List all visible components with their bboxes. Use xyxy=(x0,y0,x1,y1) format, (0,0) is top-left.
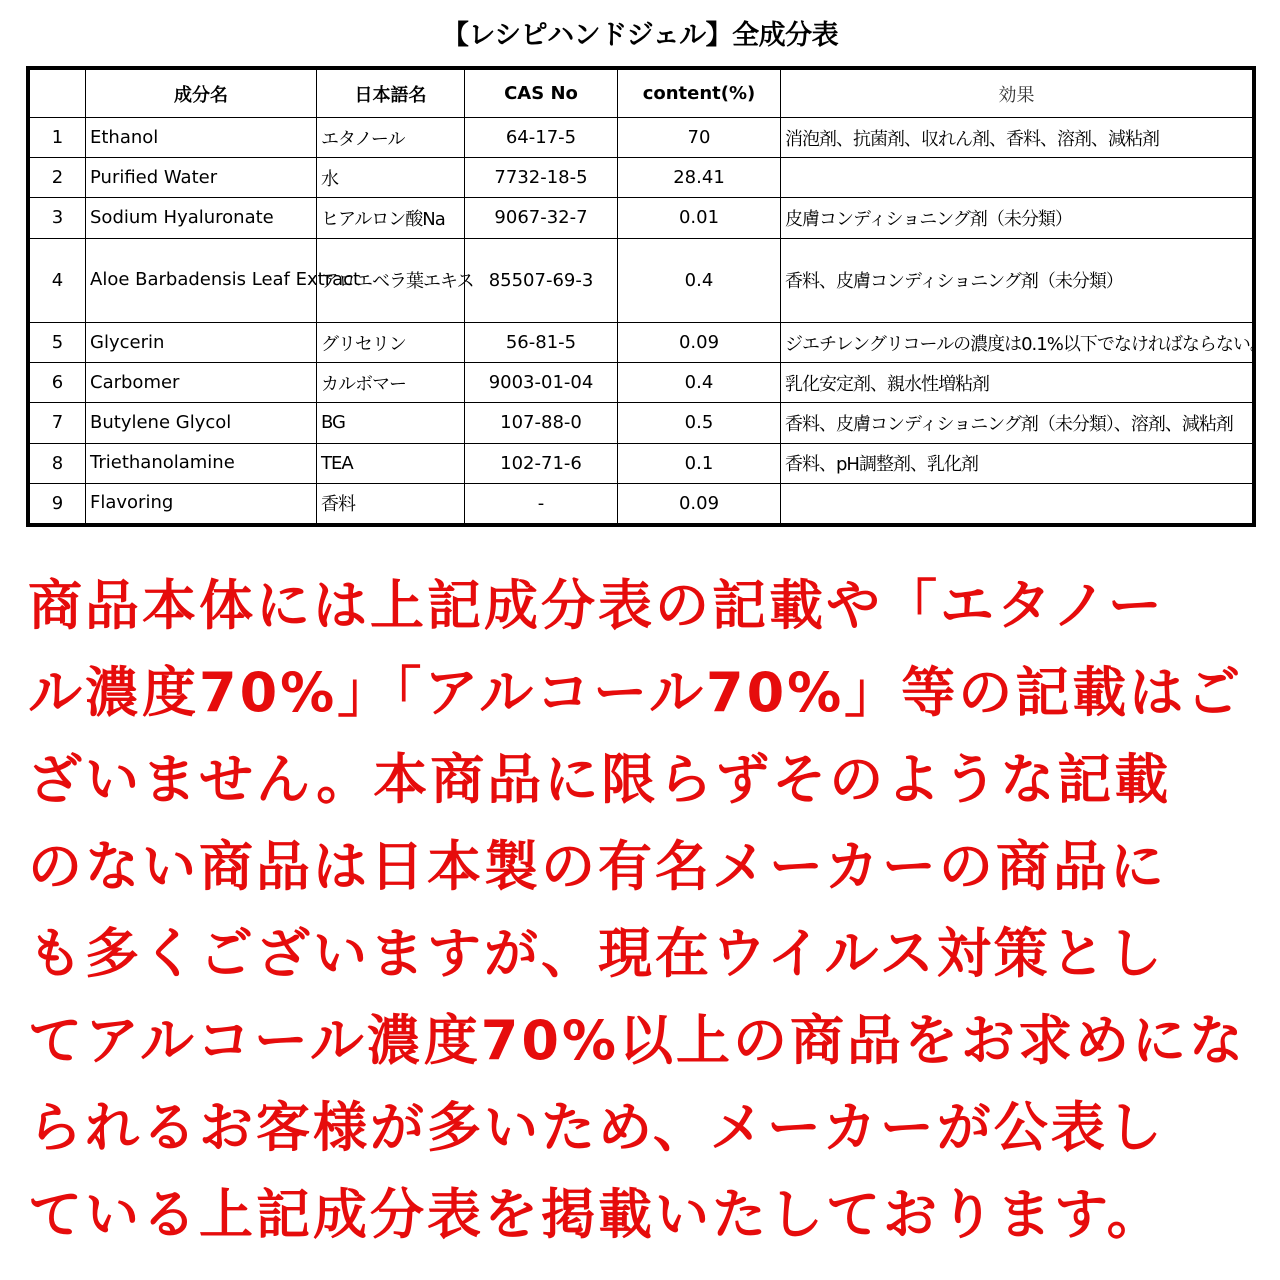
cas-number: 85507-69-3 xyxy=(465,238,618,322)
content-percent: 0.1 xyxy=(618,443,781,483)
row-number: 3 xyxy=(30,198,86,238)
notice-line: ル濃度70%」「アルコール70%」等の記載はご xyxy=(28,661,1244,724)
row-number: 9 xyxy=(30,483,86,523)
japanese-name: アロエベラ葉エキス xyxy=(317,238,465,322)
ingredients-table-container xyxy=(26,66,1267,527)
cas-number: 107-88-0 xyxy=(465,403,618,443)
header-index xyxy=(30,70,86,118)
effect: 香料、pH調整剤、乳化剤 xyxy=(781,443,1253,483)
cas-number: 9067-32-7 xyxy=(465,198,618,238)
header-content: content(%) xyxy=(618,70,781,118)
content-percent: 0.09 xyxy=(618,322,781,362)
cas-number: 9003-01-04 xyxy=(465,363,618,403)
table-row xyxy=(30,363,1253,403)
ingredient-name: Sodium Hyaluronate xyxy=(86,198,317,238)
effect: 消泡剤、抗菌剤、収れん剤、香料、溶剤、減粘剤 xyxy=(781,118,1253,158)
notice-line: 商品本体には上記成分表の記載や「エタノー xyxy=(28,574,1165,637)
table-header-row xyxy=(30,70,1253,118)
notice-line: のない商品は日本製の有名メーカーの商品に xyxy=(28,835,1167,898)
notice-line: ざいません。本商品に限らずそのような記載 xyxy=(28,748,1172,811)
ingredient-name: Carbomer xyxy=(86,363,317,403)
japanese-name: TEA xyxy=(317,443,465,483)
effect xyxy=(781,158,1253,198)
ingredient-name: Ethanol xyxy=(86,118,317,158)
table-row xyxy=(30,118,1253,158)
japanese-name: カルボマー xyxy=(317,363,465,403)
table-row xyxy=(30,483,1253,523)
japanese-name: 水 xyxy=(317,158,465,198)
effect: 乳化安定剤、親水性増粘剤 xyxy=(781,363,1253,403)
cas-number: - xyxy=(465,483,618,523)
cas-number: 64-17-5 xyxy=(465,118,618,158)
page-title: 【レシピハンドジェル】全成分表 xyxy=(441,20,839,51)
ingredient-name: Triethanolamine xyxy=(86,443,317,483)
content-percent: 70 xyxy=(618,118,781,158)
notice-text-block xyxy=(28,562,1268,1258)
japanese-name: BG xyxy=(317,403,465,443)
japanese-name: グリセリン xyxy=(317,322,465,362)
ingredient-name: Purified Water xyxy=(86,158,317,198)
table-row xyxy=(30,443,1253,483)
row-number: 8 xyxy=(30,443,86,483)
ingredient-name: Flavoring xyxy=(86,483,317,523)
header-japanese-name: 日本語名 xyxy=(317,70,465,118)
header-cas-no: CAS No xyxy=(465,70,618,118)
header-ingredient-name: 成分名 xyxy=(86,70,317,118)
row-number: 2 xyxy=(30,158,86,198)
effect: 皮膚コンディショニング剤（未分類） xyxy=(781,198,1253,238)
effect: 香料、皮膚コンディショニング剤（未分類） xyxy=(781,238,1253,322)
ingredient-name: Aloe Barbadensis Leaf Extract xyxy=(86,238,317,322)
effect: ジエチレングリコールの濃度は0.1%以下でなければならない。 xyxy=(781,322,1253,362)
notice-line: てアルコール濃度70%以上の商品をお求めにな xyxy=(28,1009,1247,1072)
row-number: 5 xyxy=(30,322,86,362)
ingredient-name: Butylene Glycol xyxy=(86,403,317,443)
content-percent: 0.09 xyxy=(618,483,781,523)
cas-number: 102-71-6 xyxy=(465,443,618,483)
table-row xyxy=(30,198,1253,238)
cas-number: 56-81-5 xyxy=(465,322,618,362)
table-row xyxy=(30,322,1253,362)
row-number: 7 xyxy=(30,403,86,443)
ingredients-table xyxy=(29,69,1267,524)
content-percent: 0.01 xyxy=(618,198,781,238)
japanese-name: ヒアルロン酸Na xyxy=(317,198,465,238)
notice-line: も多くございますが、現在ウイルス対策とし xyxy=(28,922,1165,985)
notice-line: られるお客様が多いため、メーカーが公表し xyxy=(28,1096,1165,1159)
row-number: 1 xyxy=(30,118,86,158)
content-percent: 0.4 xyxy=(618,363,781,403)
table-row xyxy=(30,403,1253,443)
table-row xyxy=(30,158,1253,198)
ingredient-name: Glycerin xyxy=(86,322,317,362)
row-number: 6 xyxy=(30,363,86,403)
japanese-name: 香料 xyxy=(317,483,465,523)
cas-number: 7732-18-5 xyxy=(465,158,618,198)
effect xyxy=(781,483,1253,523)
effect: 香料、皮膚コンディショニング剤（未分類）、溶剤、減粘剤 xyxy=(781,403,1253,443)
notice-line: ている上記成分表を掲載いたしております。 xyxy=(28,1183,1164,1246)
header-effect: 効果 xyxy=(781,70,1253,118)
content-percent: 28.41 xyxy=(618,158,781,198)
japanese-name: エタノール xyxy=(317,118,465,158)
table-row xyxy=(30,238,1253,322)
content-percent: 0.5 xyxy=(618,403,781,443)
row-number: 4 xyxy=(30,238,86,322)
content-percent: 0.4 xyxy=(618,238,781,322)
